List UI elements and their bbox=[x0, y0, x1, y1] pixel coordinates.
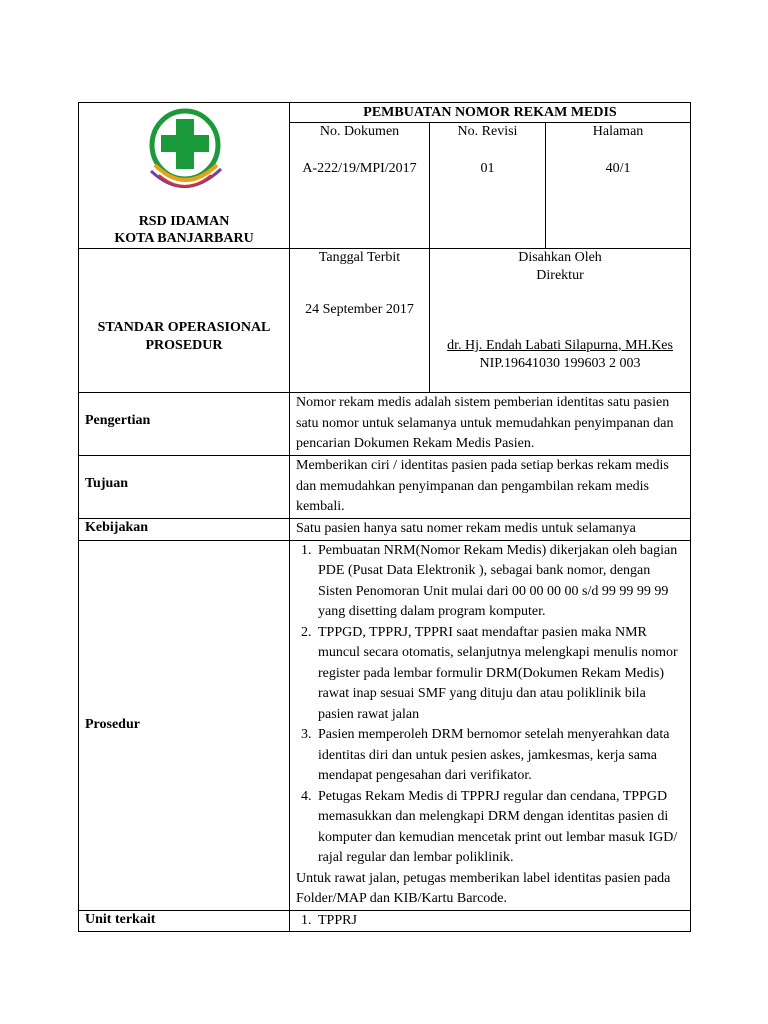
unit-terkait-item: 1. TPPRJ bbox=[315, 911, 684, 932]
prosedur-item: 4. Petugas Rekam Medis di TPPRJ regular dan cendana, TPPGD memasukkan dan melengkapi DRM dengan identitas pasien di komputer dan kemudian mencetak print out lembar masuk IGD/ rajal regular dan lembar poliklinik. bbox=[315, 787, 684, 869]
hospital-logo bbox=[145, 105, 225, 197]
prosedur-item: 3. Pasien memperoleh DRM bernomor setelah menyerahkan data identitas diri dan untuk pesien askes, jamkesmas, kerja sama mendapat pengesahan dari verifikator. bbox=[315, 725, 684, 787]
prosedur-label-cell bbox=[79, 540, 290, 910]
halaman-value: 40/1 bbox=[605, 161, 631, 176]
hospital-header-cell bbox=[79, 103, 290, 249]
unit-terkait-label: Unit terkait bbox=[85, 911, 156, 927]
unit-terkait-content bbox=[290, 910, 691, 932]
no-dokumen-value: A-222/19/MPI/2017 bbox=[302, 161, 417, 176]
pengertian-text: Nomor rekam medis adalah sistem pemberian identitas satu pasien satu nomor untuk selamanya untuk memudahkan penyimpanan dan pencarian Dokumen Rekam Medis Pasien. bbox=[290, 393, 691, 456]
no-revisi-label: No. Revisi bbox=[457, 124, 518, 139]
kebijakan-label: Kebijakan bbox=[85, 520, 149, 535]
tujuan-label: Tujuan bbox=[85, 476, 129, 491]
signer-nip: NIP.19641030 199603 2 003 bbox=[479, 356, 641, 371]
sop-document bbox=[78, 102, 690, 932]
direktur-label: Direktur bbox=[536, 268, 584, 283]
no-revisi-value: 01 bbox=[480, 161, 495, 176]
halaman-cell bbox=[546, 123, 691, 249]
prosedur-list bbox=[296, 541, 684, 869]
prosedur-item: 1. Pembuatan NRM(Nomor Rekam Medis) dikerjakan oleh bagian PDE (Pusat Data Elektronik ), sebagai bank nomor, dengan Sisten Penomoran Unit mulai dari 00 00 00 00 s/d 99 99 99 99 yang disetting dalam program komputer. bbox=[315, 541, 684, 623]
tanggal-terbit-label: Tanggal Terbit bbox=[318, 250, 401, 265]
prosedur-item: 2. TPPGD, TPPRJ, TPPRI saat mendaftar pasien maka NMR muncul secara otomatis, selanjutnya melengkapi menulis nomor register pada lembar formulir DRM(Dokumen Rekam Medis) rawat inap sesuai SMF yang dituju dan atau poliklinik bila pasien rawat jalan bbox=[315, 623, 684, 726]
tujuan-text: Memberikan ciri / identitas pasien pada setiap berkas rekam medis dan memudahkan penyimpanan dan pengambilan rekam medis kembali. bbox=[290, 456, 691, 519]
kebijakan-label-cell bbox=[79, 519, 290, 541]
kebijakan-text: Satu pasien hanya satu nomer rekam medis untuk selamanya bbox=[290, 519, 691, 541]
pengertian-label-cell bbox=[79, 393, 290, 456]
approval-cell bbox=[430, 249, 691, 393]
prosedur-content bbox=[290, 540, 691, 910]
tanggal-terbit-value: 24 September 2017 bbox=[305, 302, 414, 317]
unit-terkait-label-cell bbox=[79, 910, 290, 932]
signer-name: dr. Hj. Endah Labati Silapurna, MH.Kes bbox=[447, 338, 673, 353]
hospital-name-line2: KOTA BANJARBARU bbox=[114, 231, 254, 246]
sop-title-cell bbox=[79, 249, 290, 393]
unit-terkait-list bbox=[296, 911, 684, 932]
hospital-name-line1: RSD IDAMAN bbox=[138, 214, 230, 229]
no-revisi-cell bbox=[430, 123, 546, 249]
sop-title-line1: STANDAR OPERASIONAL bbox=[97, 320, 271, 335]
tanggal-terbit-cell bbox=[290, 249, 430, 393]
prosedur-label: Prosedur bbox=[85, 716, 140, 732]
hospital-cross-logo-icon bbox=[145, 105, 225, 197]
no-dokumen-cell bbox=[290, 123, 430, 249]
halaman-label: Halaman bbox=[592, 124, 644, 139]
prosedur-note: Untuk rawat jalan, petugas memberikan label identitas pasien pada Folder/MAP dan KIB/Kartu Barcode. bbox=[296, 870, 671, 906]
document-title: PEMBUATAN NOMOR REKAM MEDIS bbox=[290, 103, 691, 123]
no-dokumen-label: No. Dokumen bbox=[319, 124, 400, 139]
sop-title-line2: PROSEDUR bbox=[145, 338, 223, 353]
disahkan-label: Disahkan Oleh bbox=[518, 250, 602, 265]
pengertian-label: Pengertian bbox=[85, 413, 151, 428]
tujuan-label-cell bbox=[79, 456, 290, 519]
sop-table bbox=[78, 102, 691, 932]
